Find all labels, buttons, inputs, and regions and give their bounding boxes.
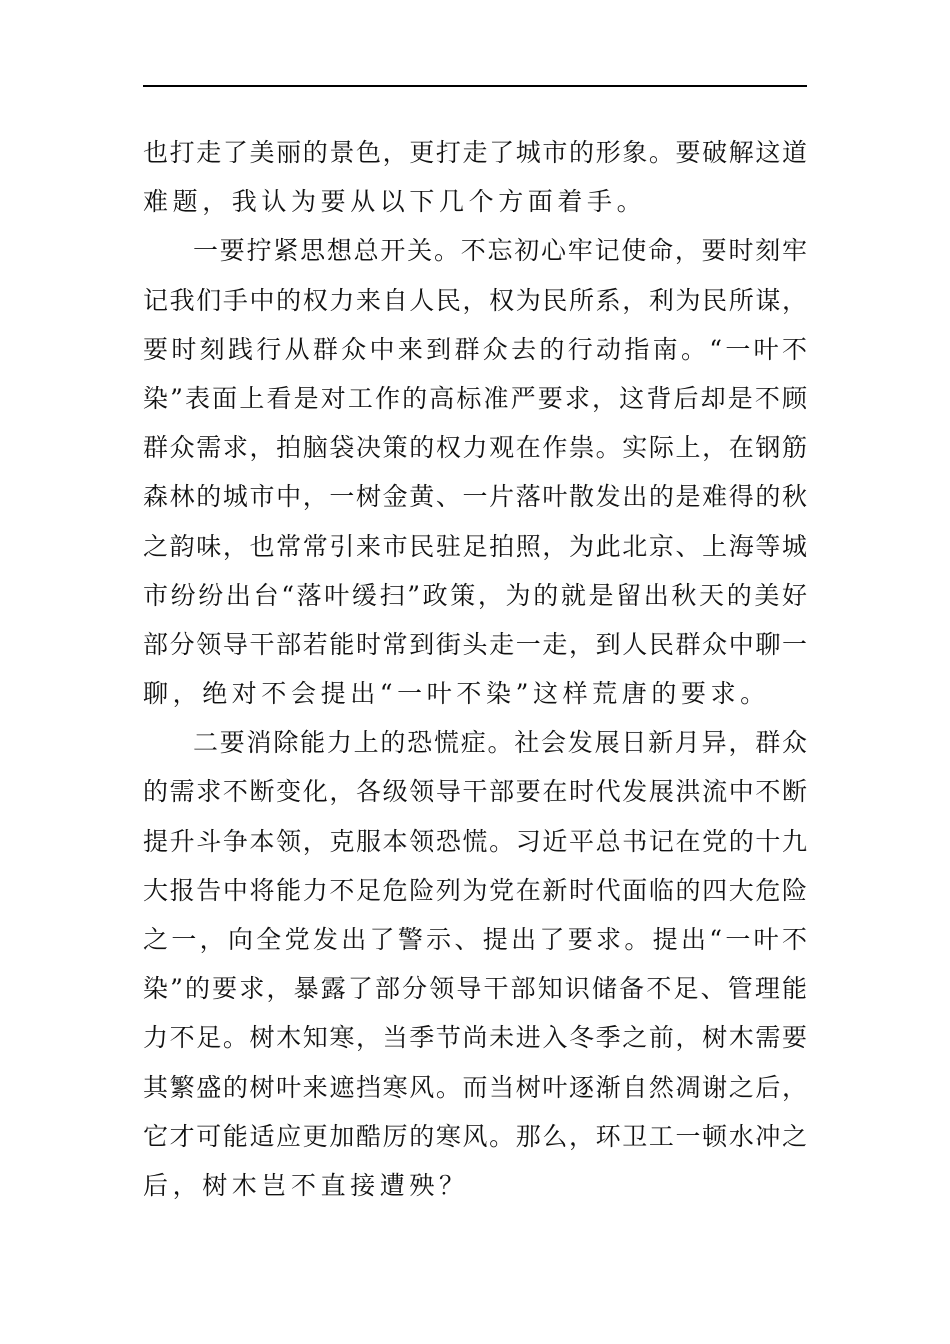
text-line: 染”的要求，暴露了部分领导干部知识储备不足、管理能 xyxy=(143,974,807,1004)
text-line: 的需求不断变化，各级领导干部要在时代发展洪流中不断 xyxy=(143,777,807,807)
text-line: 一要拧紧思想总开关。不忘初心牢记使命，要时刻牢 xyxy=(193,236,807,266)
text-line: 它才可能适应更加酷厉的寒风。那么，环卫工一顿水冲之 xyxy=(143,1121,807,1151)
text-line: 力不足。树木知寒，当季节尚未进入冬季之前，树木需要 xyxy=(143,1023,807,1053)
document-body xyxy=(143,128,807,1210)
text-line: 聊，绝对不会提出“一叶不染”这样荒唐的要求。 xyxy=(143,679,770,709)
text-line: 也打走了美丽的景色，更打走了城市的形象。要破解这道 xyxy=(143,138,807,167)
text-line: 群众需求，拍脑袋决策的权力观在作祟。实际上，在钢筋 xyxy=(143,433,807,463)
text-line: 其繁盛的树叶来遮挡寒风。而当树叶逐渐自然凋谢之后， xyxy=(143,1072,807,1102)
text-line: 部分领导干部若能时常到街头走一走，到人民群众中聊一 xyxy=(143,629,807,659)
text-line: 要时刻践行从群众中来到群众去的行动指南。“一叶不 xyxy=(143,334,807,364)
text-line: 后，树木岂不直接遭殃？ xyxy=(143,1170,469,1200)
text-line: 提升斗争本领，克服本领恐慌。习近平总书记在党的十九 xyxy=(143,826,807,856)
header-rule xyxy=(143,85,807,87)
text-line: 难题，我认为要从以下几个方面着手。 xyxy=(143,187,647,217)
text-line: 森林的城市中，一树金黄、一片落叶散发出的是难得的秋 xyxy=(143,482,807,512)
text-line: 记我们手中的权力来自人民，权为民所系，利为民所谋， xyxy=(143,285,807,315)
text-line: 二要消除能力上的恐慌症。社会发展日新月异，群众 xyxy=(193,728,807,758)
text-line: 市纷纷出台“落叶缓扫”政策，为的就是留出秋天的美好 xyxy=(143,580,807,610)
text-line: 之一，向全党发出了警示、提出了要求。提出“一叶不 xyxy=(143,925,807,954)
text-line: 大报告中将能力不足危险列为党在新时代面临的四大危险 xyxy=(143,875,807,905)
text-line: 染”表面上看是对工作的高标准严要求，这背后却是不顾 xyxy=(143,383,807,413)
text-line: 之韵味，也常常引来市民驻足拍照，为此北京、上海等城 xyxy=(143,531,807,561)
